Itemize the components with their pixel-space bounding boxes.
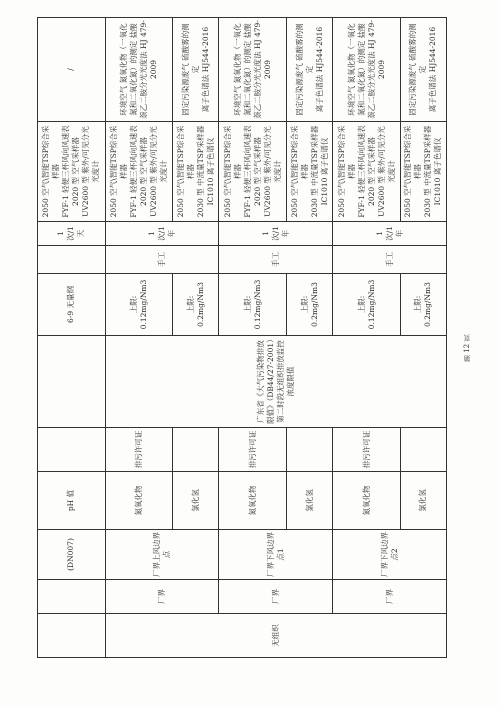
s1-freq: 1 次/1 年 xyxy=(105,222,219,246)
permit-col-top xyxy=(38,428,106,472)
s1-place: 厂界 xyxy=(105,580,219,614)
s2-permit-hcl xyxy=(287,428,333,472)
s2-nox: 氮氧化物 xyxy=(219,472,287,530)
s3-limit-nox: 上限: 0.12mg/Nm3 xyxy=(333,274,401,336)
s3-inst-hcl: 2050 空气\智能TSP综合采样器 2030 型 中流量TSP采样器 IC1010 离子色谱仪 xyxy=(400,122,446,222)
s3-method: 手工 xyxy=(333,246,447,274)
page-number: 第 12 页 xyxy=(463,334,471,362)
s3-std-nox: 环境空气 氮氧化物（一氧化氮和二氧化氮）的测定 盐酸萘乙二胺分光光度法 HJ 479-2009 xyxy=(333,18,401,122)
standard-col-top xyxy=(38,336,106,428)
s1-std-nox: 环境空气 氮氧化物（一氧化氮和二氧化氮）的测定 盐酸萘乙二胺分光光度法 HJ 479-2009 xyxy=(105,18,173,122)
s2-point: 厂界下风边界点1 xyxy=(219,530,333,580)
s3-std-hcl: 固定污染源废气 硫酸雾的测定 离子色谱法 HJ544-2016 xyxy=(400,18,446,122)
s2-method: 手工 xyxy=(219,246,333,274)
s1-permit: 排污许可证 xyxy=(105,428,173,472)
s1-limit-nox: 上限: 0.12mg/Nm3 xyxy=(105,274,173,336)
s2-inst-hcl: 2050 空气\智能TSP综合采样器 2030 型 中流量TSP采样器 IC1010 离子色谱仪 xyxy=(287,122,333,222)
s1-std-hcl: 固定污染源废气 硫酸雾的测定 离子色谱法 HJ544-2016 xyxy=(173,18,219,122)
s3-nox: 氮氧化物 xyxy=(333,472,401,530)
s1-permit-hcl xyxy=(173,428,219,472)
ph-standard-dash: / xyxy=(38,18,106,122)
s3-hcl: 氯化氢 xyxy=(400,472,446,530)
emission-standard: 广东省《大气污染物排放限值》（DB44/27-2001）第二时段无组织排放监控浓度限值 xyxy=(105,336,446,428)
dn007-cell: (DN007) xyxy=(38,530,106,580)
s3-point: 厂界下风边界点2 xyxy=(333,530,447,580)
s3-permit: 排污许可证 xyxy=(333,428,401,472)
s3-permit-hcl xyxy=(400,428,446,472)
monitoring-table-rotated xyxy=(37,18,447,658)
s1-inst-hcl: 2050 空气\智能TSP综合采样器 2030 型 中流量TSP采样器 IC1010 离子色谱仪 xyxy=(173,122,219,222)
s2-hcl: 氯化氢 xyxy=(287,472,333,530)
s3-freq: 1 次/1 年 xyxy=(333,222,447,246)
method-col-top xyxy=(38,246,106,274)
s1-method: 手工 xyxy=(105,246,219,274)
s1-hcl: 氯化氢 xyxy=(173,472,219,530)
ph-freq: 1 次/1 天 xyxy=(38,222,106,246)
ph-instrument: 2050 空气\智能TSP综合采样器 FYF-1 轻便三杯风向风速表 2020 型 空气采样器 UV2600 型 紫外/可见分光光度计 xyxy=(38,122,106,222)
s2-limit-hcl: 上限: 0.2mg/Nm3 xyxy=(287,274,333,336)
place-col-top xyxy=(38,580,106,614)
org-label: 无组织 xyxy=(105,614,446,658)
s2-std-nox: 环境空气 氮氧化物（一氧化氮和二氧化氮）的测定 盐酸萘乙二胺分光光度法 HJ 479-2009 xyxy=(219,18,287,122)
ph-limit: 6-9 无量纲 xyxy=(38,274,106,336)
s1-nox: 氮氧化物 xyxy=(105,472,173,530)
s2-limit-nox: 上限: 0.12mg/Nm3 xyxy=(219,274,287,336)
s2-permit: 排污许可证 xyxy=(219,428,287,472)
s2-freq: 1 次/1 年 xyxy=(219,222,333,246)
s2-inst-nox: 2050 空气\智能TSP综合采样器 FYF-1 轻便三杯风向风速表 2020 型 空气采样器 UV2600 型 紫外/可见分光光度计 xyxy=(219,122,287,222)
s1-inst-nox: 2050 空气\智能TSP综合采样器 FYF-1 轻便三杯风向风速表 2020 型 空气采样器 UV2600 型 紫外/可见分光光度计 xyxy=(105,122,173,222)
ph-cell: pH 值 xyxy=(38,472,106,530)
s2-std-hcl: 固定污染源废气 硫酸雾的测定 离子色谱法 HJ544-2016 xyxy=(287,18,333,122)
s1-point: 厂界上风边界点 xyxy=(105,530,219,580)
s3-place: 厂界 xyxy=(333,580,447,614)
s3-limit-hcl: 上限: 0.2mg/Nm3 xyxy=(400,274,446,336)
org-col-top xyxy=(38,614,106,658)
s1-limit-hcl: 上限: 0.2mg/Nm3 xyxy=(173,274,219,336)
s2-place: 厂界 xyxy=(219,580,333,614)
s3-inst-nox: 2050 空气\智能TSP综合采样器 FYF-1 轻便三杯风向风速表 2020 型 空气采样器 UV2600 型 紫外/可见分光光度计 xyxy=(333,122,401,222)
monitoring-table xyxy=(37,17,447,658)
